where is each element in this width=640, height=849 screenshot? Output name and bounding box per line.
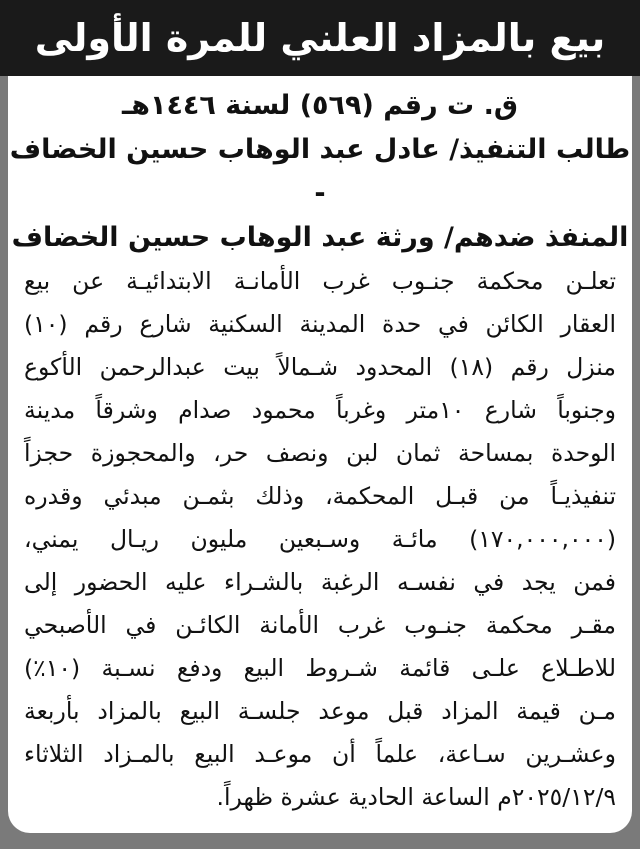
body-line: فمن يجد في نفسـه الرغبة بالشـراء عليه الحضور إلى bbox=[24, 568, 616, 596]
notice-title: بيع بالمزاد العلني للمرة الأولى bbox=[34, 16, 606, 60]
body-line: منزل رقم (١٨) المحدود شـمالاً بيت عبدالرحمن الأكوع bbox=[24, 353, 616, 381]
body-line: مـن قيمة المزاد قبل موعد جلسـة البيع بالمزاد بأربعة bbox=[24, 697, 616, 725]
body-line: العقار الكائن في حدة المدينة السكنية شارع رقم (١٠) bbox=[24, 310, 616, 338]
body-line: وعشـرين سـاعة، علماً أن موعـد البيع بالمـزاد الثلاثاء bbox=[24, 740, 616, 768]
body-line: الوحدة بمساحة ثمان لبن ونصف حر، والمحجوزة حجزاً bbox=[24, 439, 616, 467]
notice-header bbox=[0, 0, 640, 76]
execution-applicant: طالب التنفيذ/ عادل عبد الوهاب حسين الخضاف - bbox=[9, 134, 631, 209]
body-line: ٢٠٢٥/١٢/٩م الساعة الحادية عشرة ظهراً. bbox=[216, 783, 616, 811]
body-line: تعلـن محكمة جنـوب غرب الأمانـة الابتدائيـة عن بيع bbox=[24, 267, 616, 295]
notice-body bbox=[8, 76, 632, 833]
body-line: تنفيذيـاً من قبـل المحكمة، وذلك بثمـن مبدئي وقدره bbox=[24, 482, 616, 510]
body-line: مقـر محكمة جنـوب غرب الأمانة الكائـن في الأصبحي bbox=[24, 611, 616, 639]
body-line: للاطـلاع علـى قائمة شـروط البيع ودفع نسـبة (١٠٪) bbox=[24, 654, 616, 682]
body-line: (١٧٠,٠٠٠,٠٠٠) مائـة وسـبعين مليون ريـال يمني، bbox=[24, 525, 616, 553]
case-number: ق. ت رقم (٥٦٩) لسنة ١٤٤٦هـ bbox=[122, 90, 518, 121]
body-line: وجنوباً شارع ١٠متر وغرباً محمود صدام وشرقاً مدينة bbox=[24, 396, 617, 424]
execution-respondent: المنفذ ضدهم/ ورثة عبد الوهاب حسين الخضاف bbox=[11, 222, 629, 253]
